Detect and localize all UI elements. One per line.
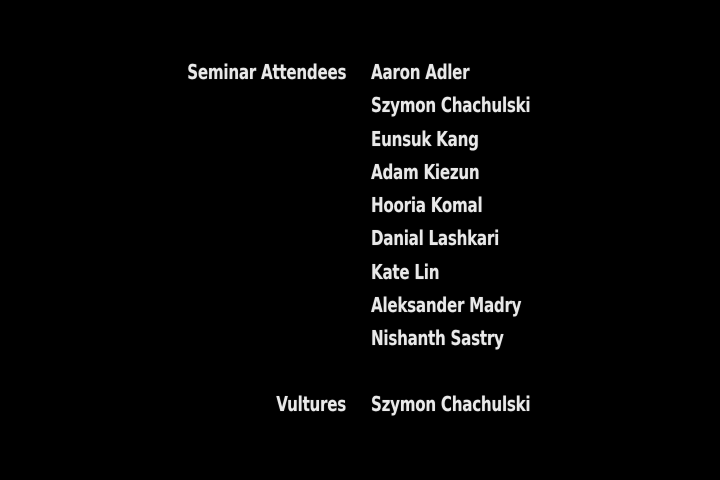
credit-role-heading — [263, 388, 346, 421]
credit-name: Adam Kiezun — [371, 159, 480, 184]
credit-name: Nishanth Sastry — [371, 326, 504, 351]
credit-role-label: Vultures — [276, 392, 346, 416]
credit-name: Szymon Chachulski — [371, 93, 531, 118]
credit-name: Eunsuk Kang — [371, 126, 479, 151]
credit-names-list — [371, 388, 561, 421]
credit-names-list — [371, 56, 561, 356]
credit-role-label: Seminar Attendees — [187, 60, 346, 84]
credit-name: Danial Lashkari — [371, 226, 500, 251]
credit-name: Hooria Komal — [371, 193, 483, 218]
credit-name: Aaron Adler — [371, 60, 470, 84]
credit-name: Szymon Chachulski — [371, 392, 531, 416]
credit-name: Kate Lin — [371, 259, 440, 284]
credit-role-heading — [157, 56, 346, 89]
credit-name: Aleksander Madry — [371, 293, 522, 318]
